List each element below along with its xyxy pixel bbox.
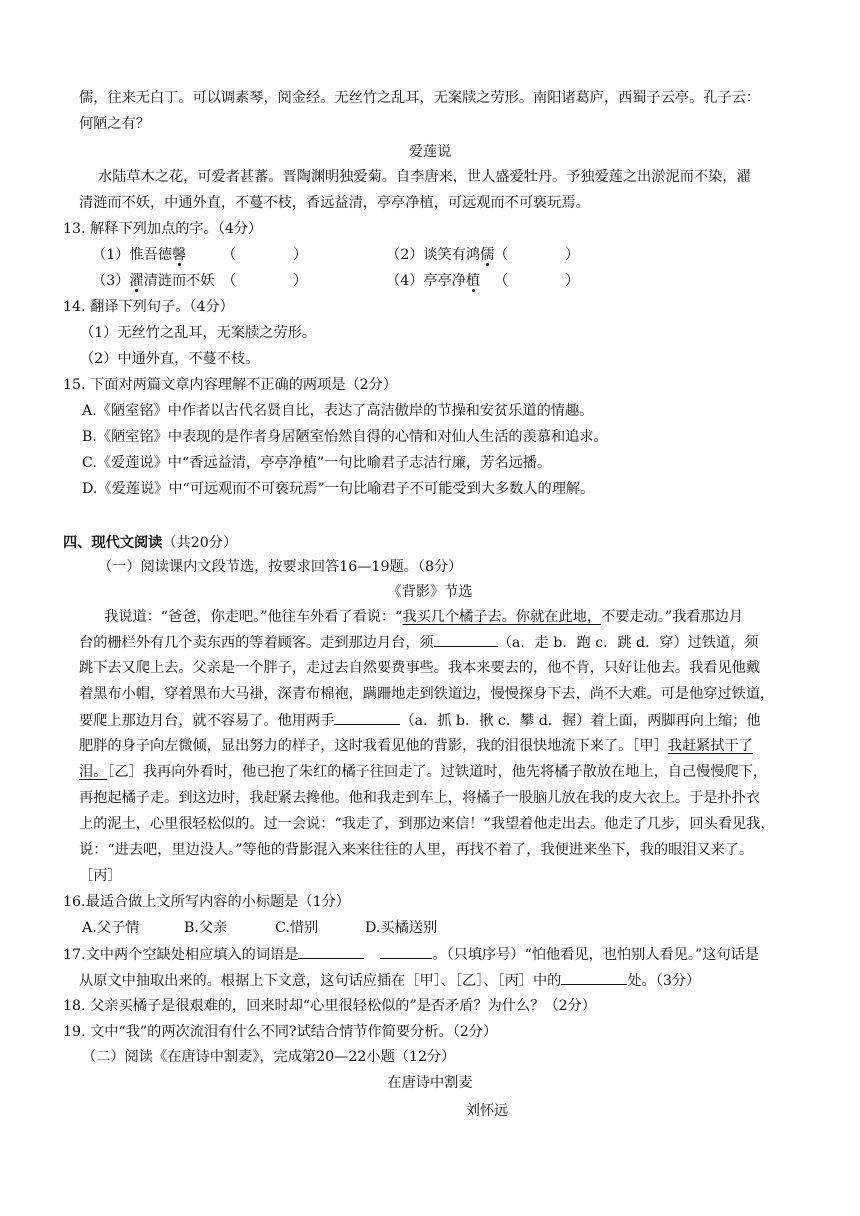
answer-paren-13-4[interactable]: （ ） xyxy=(494,273,580,289)
answer-paren-13-2[interactable]: （ ） xyxy=(494,247,580,263)
passage-line-7: 泪。［乙］我再向外看时，他已抱了朱红的橘子往回走了。过铁道时，他先将橘子散放在地上，自己慢慢爬下， xyxy=(79,764,768,780)
question-14-sentence-2: （2）中通外直，不蔓不枝。 xyxy=(80,351,260,367)
answer-blank-17-a[interactable] xyxy=(298,944,364,959)
passage-line-2: 台的栅栏外有几个卖东西的等着顾客。走到那边月台，须 （a．走 b．跑 c．跳 d．穿）过铁道，须 xyxy=(79,632,759,653)
ai-lian-shuo-title: 爱莲说 xyxy=(408,144,452,160)
passage-line-10: 说：“进去吧，里边没人。”等他的背影混入来来往往的人里，再找不着了，我便进来坐下，我的眼泪又来了。 xyxy=(79,842,754,858)
question-17-line-1: 17.文中两个空缺处相应填入的词语是 。（只填序号）“怕他看见，也怕别人看见。”这句话是 xyxy=(63,944,759,965)
dotted-char: 濯 xyxy=(129,273,144,289)
section-4-heading: 四、现代文阅读（共20分） xyxy=(63,535,238,551)
passage-line-9: 上的泥土，心里很轻松似的。过一会说：“我走了，到那边来信！”我望着他走出去。他走了几步，回头看见我， xyxy=(79,816,775,832)
passage-line-4: 着黑布小帽，穿着黑布大马褂，深青布棉袍，蹒跚地走到铁道边，慢慢探身下去，尚不大难。可是他穿过铁道， xyxy=(79,686,775,702)
question-13-item-4: （4）亭亭净植 xyxy=(386,273,481,289)
question-19: 19. 文中“我”的两次流泪有什么不同?试结合情节作简要分析。（2分） xyxy=(63,1024,498,1040)
ai-lian-shuo-line-1: 水陆草木之花，可爱者甚蕃。晋陶渊明独爱菊。自李唐来，世人盛爱牡丹。予独爱莲之出淤泥而不染，濯 xyxy=(98,169,751,185)
passage-line-1: 我说道：“爸爸，你走吧。”他往车外看了看说：“我买几个橘子去。你就在此地，不要走动。”我看那边月 xyxy=(104,609,744,625)
part-2-author: 刘怀远 xyxy=(465,1103,509,1119)
question-13-stem: 13. 解释下列加点的字。（4分） xyxy=(63,221,263,237)
fill-blank-2[interactable] xyxy=(334,710,400,725)
question-16-stem: 16.最适合做上文所写内容的小标题是（1分） xyxy=(63,894,350,910)
question-14-stem: 14. 翻译下列句子。（4分） xyxy=(63,299,234,315)
question-15-option-c: C.《爱莲说》中“香远益清，亭亭净植”一句比喻君子志洁行廉，芳名远播。 xyxy=(82,455,552,471)
question-16-option-d: D.买橘送别 xyxy=(365,920,438,936)
question-16-option-c: C.惜别 xyxy=(275,920,319,936)
question-16-option-a: A.父子情 xyxy=(82,920,140,936)
question-18: 18. 父亲买橘子是很艰难的，回来时却“心里很轻松似的”是否矛盾？为什么？（2分） xyxy=(63,998,596,1014)
lou-shi-ming-line-1: 儒，往来无白丁。可以调素琴，阅金经。无丝竹之乱耳，无案牍之劳形。南阳诸葛庐，西蜀子云亭。孔子云： xyxy=(79,90,761,106)
passage-line-5: 要爬上那边月台，就不容易了。他用两手 （a．抓 b．揪 c．攀 d．握）着上面，两脚再向上缩；他 xyxy=(79,710,761,731)
dotted-char: 植 xyxy=(465,273,481,289)
lou-shi-ming-line-2: 何陋之有？ xyxy=(79,116,150,132)
answer-paren-13-1[interactable]: （ ） xyxy=(222,247,308,263)
question-15-option-a: A.《陋室铭》中作者以古代名贤自比，表达了高洁傲岸的节操和安贫乐道的情趣。 xyxy=(82,403,594,419)
answer-paren-13-3[interactable]: （ ） xyxy=(222,273,308,289)
part-2-title: 在唐诗中割麦 xyxy=(387,1075,473,1091)
fill-blank-1[interactable] xyxy=(434,632,498,647)
question-16-option-b: B.父亲 xyxy=(184,920,228,936)
question-15-option-d: D.《爱莲说》中“可远观而不可亵玩焉”一句比喻君子不可能受到大多数人的理解。 xyxy=(82,481,595,497)
ai-lian-shuo-line-2: 清涟而不妖，中通外直，不蔓不枝，香远益清，亭亭净植，可远观而不可亵玩焉。 xyxy=(79,195,590,211)
dotted-char: 儒 xyxy=(480,247,495,263)
passage-line-11: ［丙］ xyxy=(79,868,122,884)
question-15-option-b: B.《陋室铭》中表现的是作者身居陋室怡然自得的心情和对仙人生活的羡慕和追求。 xyxy=(82,429,608,445)
question-17-line-2: 从原文中抽取出来的。根据上下文意，这句话应插在［甲］、［乙］、［丙］中的 处。（3分） xyxy=(79,970,700,991)
question-14-sentence-1: （1）无丝竹之乱耳，无案牍之劳形。 xyxy=(80,325,317,341)
bei-ying-title: 《背影》节选 xyxy=(387,584,473,600)
question-13-item-3: （3）濯清涟而不妖 xyxy=(92,273,215,289)
question-15-stem: 15. 下面对两篇文章内容理解不正确的两项是（2分） xyxy=(63,377,398,393)
answer-blank-17-c[interactable] xyxy=(561,970,627,985)
part-2-intro: （二）阅读《在唐诗中割麦》，完成第20—22小题（12分） xyxy=(82,1049,456,1065)
question-13-item-2: （2）谈笑有鸿儒 xyxy=(386,247,495,263)
passage-line-6: 肥胖的身子向左微倾，显出努力的样子，这时我看见他的背影，我的泪很快地流下来了。［甲］我赶紧拭干了 xyxy=(79,738,753,754)
section-4-part-1-intro: （一）阅读课内文段节选，按要求回答16—19题。（8分） xyxy=(98,559,463,575)
dotted-char: 馨 xyxy=(171,247,187,263)
passage-line-3: 跳下去又爬上去。父亲是一个胖子，走过去自然要费事些。我本来要去的，他不肯，只好让他去。我看见他戴 xyxy=(79,660,761,676)
passage-line-8: 再抱起橘子走。到这边时，我赶紧去搀他。他和我走到车上，将橘子一股脑儿放在我的皮大衣上。于是扑扑衣 xyxy=(79,790,761,806)
question-13-item-1: （1）惟吾德馨 xyxy=(92,247,187,263)
answer-blank-17-b[interactable] xyxy=(380,944,432,959)
